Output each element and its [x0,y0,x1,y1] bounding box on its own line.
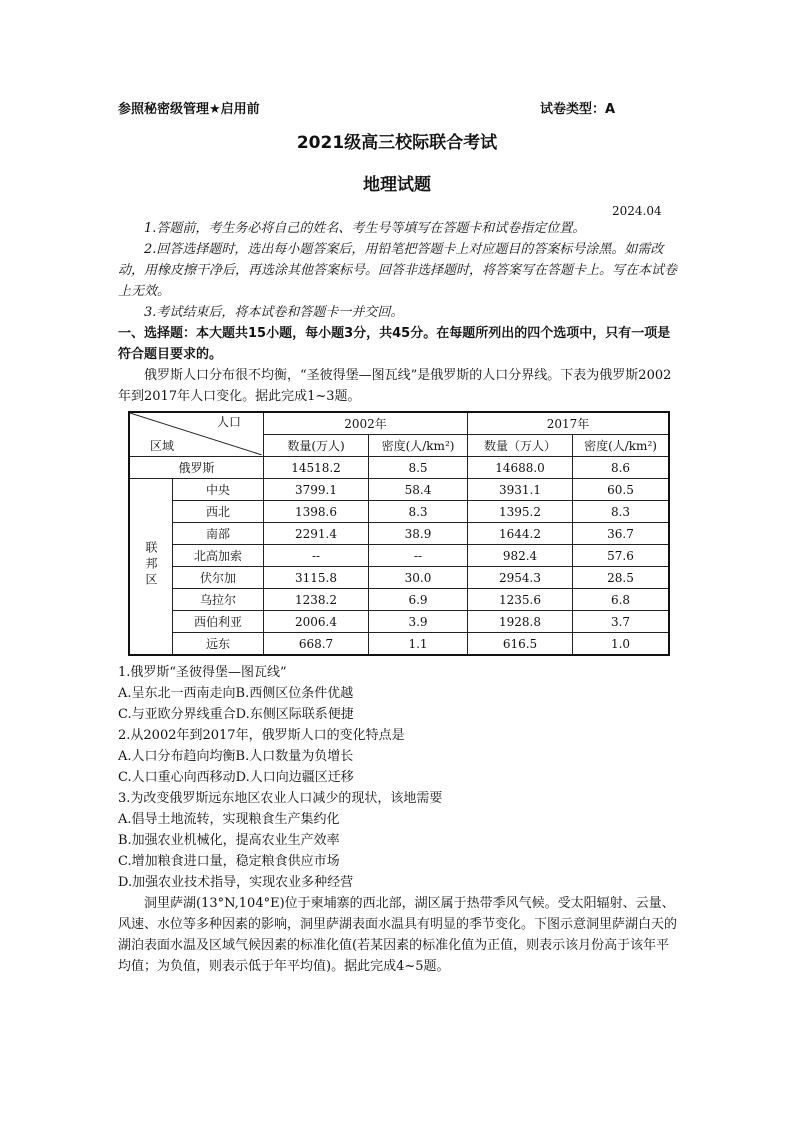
cell: -- [369,545,468,567]
cell: 6.9 [369,589,468,611]
table-row-russia [129,457,669,479]
cell: 3.7 [573,611,670,633]
corner-population-label: 人口 [216,415,241,429]
cell: -- [264,545,369,567]
col-density-2002: 密度(人/km²) [369,435,468,457]
cell: 3799.1 [264,479,369,501]
secrecy-label: 参照秘密级管理★启用前 [118,102,260,117]
year-2002-header: 2002年 [264,412,468,435]
cell: 2954.3 [468,567,573,589]
option-line: C.与亚欧分界线重合D.东侧区际联系便捷 [118,707,354,722]
table-row [129,611,669,633]
cell: 38.9 [369,523,468,545]
table-row [129,545,669,567]
exam-body [118,218,678,977]
cell: 30.0 [369,567,468,589]
table-corner [129,412,264,457]
cell: 8.6 [573,457,670,479]
table-row [129,589,669,611]
cell: 1.1 [369,633,468,656]
question-3: 3.为改变俄罗斯远东地区农业人口减少的现状，该地需要 [118,791,443,806]
option-line: A.人口分布趋向均衡B.人口数量为负增长 [118,749,354,764]
passage-tonle-sap: 洞里萨湖(13°N,104°E)位于柬埔寨的西北部，湖区属于热带季风气候。受太阳辐射、云量、风速、水位等多种因素的影响，洞里萨湖表面水温具有明显的季节变化。下图示意洞里萨湖白天的湖泊表面水温及区域气候因素的标准化值(若某因素的标准化值为正值，则表示该月份高于该年平均值；为负值，则表示低于年平均值)。据此完成4~5题。 [118,896,678,974]
cell: 8.3 [573,501,670,523]
option-line: D.加强农业技术指导，实现农业多种经营 [118,875,354,890]
instruction-2: 2.回答选择题时，选出每小题答案后，用铅笔把答题卡上对应题目的答案标号涂黑。如需改动，用橡皮擦干净后，再选涂其他答案标号。回答非选择题时，将答案写在答题卡上。写在本试卷上无效。 [118,242,678,299]
col-count-2017: 数量（万人） [468,435,573,457]
cell: 3.9 [369,611,468,633]
cell: 982.4 [468,545,573,567]
cell: 1395.2 [468,501,573,523]
questions-block [118,662,678,893]
row-label: 乌拉尔 [173,589,264,611]
cell: 57.6 [573,545,670,567]
question-2: 2.从2002年到2017年，俄罗斯人口的变化特点是 [118,728,405,743]
population-table [128,411,670,656]
cell: 1928.8 [468,611,573,633]
cell: 14518.2 [264,457,369,479]
cell: 1.0 [573,633,670,656]
cell: 14688.0 [468,457,573,479]
option-line: B.加强农业机械化，提高农业生产效率 [118,833,340,848]
cell: 668.7 [264,633,369,656]
table-row [129,501,669,523]
cell: 8.3 [369,501,468,523]
table-row [129,567,669,589]
question-1: 1.俄罗斯“圣彼得堡—图瓦线” [118,665,287,680]
cell: 2291.4 [264,523,369,545]
cell: 3931.1 [468,479,573,501]
cell: 616.5 [468,633,573,656]
cell: 58.4 [369,479,468,501]
exam-title: 2021级高三校际联合考试 [296,133,498,153]
cell: 60.5 [573,479,670,501]
row-label: 远东 [173,633,264,656]
row-label: 中央 [173,479,264,501]
cell: 2006.4 [264,611,369,633]
cell: 1238.2 [264,589,369,611]
exam-date: 2024.04 [612,204,662,218]
option-line: A.呈东北一西南走向B.西侧区位条件优越 [118,686,354,701]
col-density-2017: 密度(人/km²) [573,435,670,457]
row-label: 北高加索 [173,545,264,567]
option-line: A.倡导土地流转，实现粮食生产集约化 [118,812,340,827]
group-label: 联邦区 [144,541,158,589]
table-row [129,479,669,501]
paper-type-label: 试卷类型：A [540,102,616,117]
cell: 28.5 [573,567,670,589]
cell: 1235.6 [468,589,573,611]
table-row [129,633,669,656]
cell: 6.8 [573,589,670,611]
cell: 1644.2 [468,523,573,545]
option-line: C.人口重心向西移动D.人口向边疆区迁移 [118,770,354,785]
row-label: 伏尔加 [173,567,264,589]
corner-region-label: 区域 [150,439,175,453]
section-heading: 一、选择题：本大题共15小题，每小题3分，共45分。在每题所列出的四个选项中，只有一项是符合题目要求的。 [118,326,671,362]
row-label: 南部 [173,523,264,545]
cell: 1398.6 [264,501,369,523]
cell: 8.5 [369,457,468,479]
cell: 36.7 [573,523,670,545]
row-label: 西伯利亚 [173,611,264,633]
col-count-2002: 数量(万人) [264,435,369,457]
cell: 3115.8 [264,567,369,589]
subject-title: 地理试题 [363,175,431,195]
federal-district-group [129,479,173,656]
instruction-1: 1.答题前，考生务必将自己的姓名、考生号等填写在答题卡和试卷指定位置。 [144,221,586,236]
row-label: 俄罗斯 [129,457,264,479]
instruction-3: 3.考试结束后，将本试卷和答题卡一并交回。 [144,305,404,320]
row-label: 西北 [173,501,264,523]
table-row [129,523,669,545]
passage-russia: 俄罗斯人口分布很不均衡，“圣彼得堡—图瓦线”是俄罗斯的人口分界线。下表为俄罗斯2002年到2017年人口变化。据此完成1~3题。 [118,368,672,404]
option-line: C.增加粮食进口量，稳定粮食供应市场 [118,854,340,869]
year-2017-header: 2017年 [468,412,670,435]
